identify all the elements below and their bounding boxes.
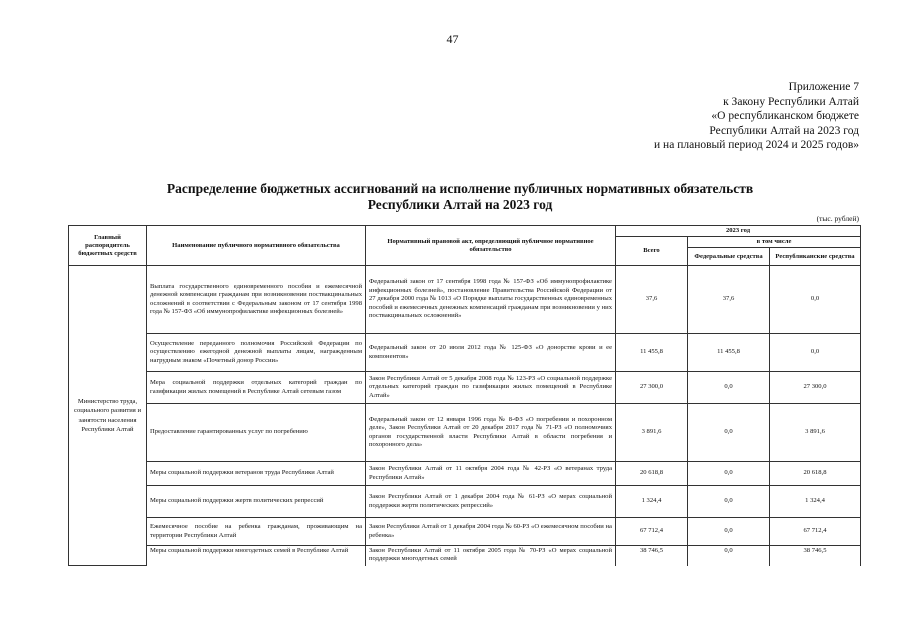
table-row: [69, 462, 861, 486]
table-row: [69, 372, 861, 404]
distributor-cell: Министерство труда, социального развития и занятости населения Республики Алтай: [69, 266, 147, 566]
republican-value: 20 618,8: [770, 462, 861, 486]
header-republican: Республиканские средства: [770, 248, 861, 266]
total-value: 1 324,4: [616, 486, 688, 518]
legal-act: Закон Республики Алтай от 1 декабря 2004 года № 60-РЗ «О ежемесячном пособии на ребенка»: [366, 518, 616, 546]
total-value: 11 455,8: [616, 334, 688, 372]
table-row: [69, 334, 861, 372]
appendix-line: Республики Алтай на 2023 год: [709, 124, 859, 137]
table-row: [69, 404, 861, 462]
legal-act: Закон Республики Алтай от 1 декабря 2004 года № 61-РЗ «О мерах социальной поддержки жертв политических репрессий»: [366, 486, 616, 518]
federal-value: 0,0: [688, 518, 770, 546]
appendix-line: Приложение 7: [788, 81, 859, 93]
total-value: 67 712,4: [616, 518, 688, 546]
obligation-name: Осуществление переданного полномочия Российской Федерации по осуществлению ежегодной денежной выплаты лицам, награжденным нагрудным знаком «Почетный донор России»: [147, 334, 366, 372]
total-value: 38 746,5: [616, 546, 688, 566]
appendix-line: «О республиканском бюджете: [711, 110, 859, 122]
header-distributor: Главный распорядитель бюджетных средств: [69, 226, 147, 266]
republican-value: 0,0: [770, 266, 861, 334]
republican-value: 27 300,0: [770, 372, 861, 404]
federal-value: 0,0: [688, 462, 770, 486]
total-value: 3 891,6: [616, 404, 688, 462]
document-title: [60, 181, 860, 213]
republican-value: 1 324,4: [770, 486, 861, 518]
federal-value: 0,0: [688, 486, 770, 518]
header-year: 2023 год: [616, 226, 861, 237]
appendix-line: и на плановый период 2024 и 2025 годов»: [654, 139, 859, 151]
republican-value: 38 746,5: [770, 546, 861, 566]
header-obligation-name: Наименование публичного нормативного обязательства: [147, 226, 366, 266]
legal-act: Закон Республики Алтай от 11 октября 2004 года № 42-РЗ «О ветеранах труда Республики Алтай»: [366, 462, 616, 486]
federal-value: 0,0: [688, 546, 770, 566]
total-value: 37,6: [616, 266, 688, 334]
obligations-table: [68, 225, 861, 566]
obligation-name: Меры социальной поддержки жертв политических репрессий: [147, 486, 366, 518]
obligation-name: Выплата государственного единовременного пособия и ежемесячной денежной компенсации гражданам при возникновении поствакцинальных осложнений в соответствии с Федеральным законом от 17 сентября 1998 года № 157-ФЗ «Об иммунопрофилактике инфекционных болезней»: [147, 266, 366, 334]
federal-value: 0,0: [688, 404, 770, 462]
header-legal-act: Нормативный правовой акт, определяющий публичное нормативное обязательство: [366, 226, 616, 266]
federal-value: 11 455,8: [688, 334, 770, 372]
header-federal: Федеральные средства: [688, 248, 770, 266]
appendix-block: [654, 80, 859, 153]
legal-act: Федеральный закон от 12 января 1996 года № 8-ФЗ «О погребении и похоронном деле», Закон Республики Алтай от 20 декабря 2017 года № 71-РЗ «О полномочиях органов государственной власти Республики Алтай в области погребения и похоронного дела»: [366, 404, 616, 462]
republican-value: 0,0: [770, 334, 861, 372]
total-value: 27 300,0: [616, 372, 688, 404]
units-note: (тыс. рублей): [816, 214, 859, 223]
legal-act: Федеральный закон от 17 сентября 1998 года № 157-ФЗ «Об иммунопрофилактике инфекционных болезней», постановление Правительства Российской Федерации от 27 декабря 2000 года № 1013 «О Порядке выплаты государственных единовременных пособий и ежемесячных денежных компенсаций гражданам при возникновении у них поствакцинальных осложнений»: [366, 266, 616, 334]
obligation-name: Предоставление гарантированных услуг по погребению: [147, 404, 366, 462]
legal-act: Закон Республики Алтай от 5 декабря 2008 года № 123-РЗ «О социальной поддержке отдельных категорий граждан по газификации жилых помещений в Республике Алтай»: [366, 372, 616, 404]
federal-value: 37,6: [688, 266, 770, 334]
table-row: [69, 518, 861, 546]
table-row: [69, 486, 861, 518]
obligation-name: Меры социальной поддержки ветеранов труда Республики Алтай: [147, 462, 366, 486]
table-row: [69, 266, 861, 334]
republican-value: 3 891,6: [770, 404, 861, 462]
republican-value: 67 712,4: [770, 518, 861, 546]
obligation-name: Мера социальной поддержки отдельных категорий граждан по газификации жилых помещений в Республике Алтай сетевым газом: [147, 372, 366, 404]
legal-act: Федеральный закон от 20 июля 2012 года № 125-ФЗ «О донорстве крови и ее компонентов»: [366, 334, 616, 372]
total-value: 20 618,8: [616, 462, 688, 486]
obligation-name: Ежемесячное пособие на ребенка гражданам, проживающим на территории Республики Алтай: [147, 518, 366, 546]
header-total: Всего: [616, 237, 688, 266]
federal-value: 0,0: [688, 372, 770, 404]
title-line: Республики Алтай на 2023 год: [367, 197, 553, 212]
table-row: [69, 546, 861, 566]
page-number: 47: [446, 32, 459, 46]
legal-act: Закон Республики Алтай от 11 октября 2005 года № 70-РЗ «О мерах социальной поддержки многодетных семей: [366, 546, 616, 566]
header-including: в том числе: [688, 237, 861, 248]
title-line: Распределение бюджетных ассигнований на исполнение публичных нормативных обязательств: [166, 181, 754, 196]
obligation-name: Меры социальной поддержки многодетных семей в Республике Алтай: [147, 546, 366, 566]
appendix-line: к Закону Республики Алтай: [723, 95, 859, 108]
